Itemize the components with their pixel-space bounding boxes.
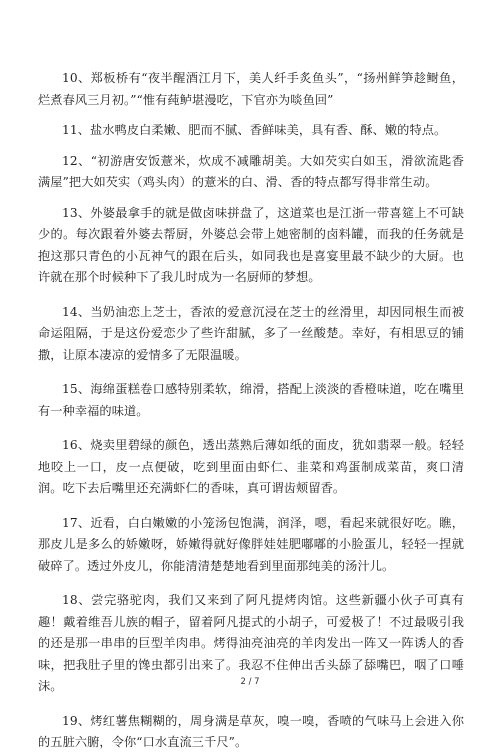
document-body [38, 68, 464, 754]
paragraph-15: 15、海绵蛋糕卷口感特别柔软，绵滑，搭配上淡淡的香橙味道，吃在嘴里有一种幸福的味道。 [38, 382, 464, 418]
paragraph-17: 17、近看，白白嫩嫩的小笼汤包饱满，润泽，嗯，看起来就很好吃。瞧，那皮儿是多么的娇嫩呀，娇嫩得就好像胖娃娃肥嘟嘟的小脸蛋儿，轻轻一捏就破碎了。透过外皮儿，你能清清楚楚地看到里面那纯美的汤汁儿。 [38, 515, 464, 573]
paragraph-10: 10、郑板桥有“夜半醒酒江月下，美人纤手炙鱼头”，“扬州鲜笋趁鲥鱼，烂煮春风三月初。”“惟有莼鲈堪漫吃，下官亦为啖鱼回” [38, 71, 464, 107]
paragraph-18: 18、尝完骆驼肉，我们又来到了阿凡提烤肉馆。这些新疆小伙子可真有趣！戴着维吾儿族的帽子，留着阿凡提式的小胡子，可爱极了！不过最吸引我的还是那一串串的巨型羊肉串。烤得油亮油亮的羊肉发出一阵又一阵诱人的香味，把我肚子里的馋虫都引出来了。我忍不住伸出舌头舔了舔嘴巴，咽了口唾沫。 [38, 593, 464, 693]
page-number: 2 / 7 [240, 677, 260, 687]
paragraph-13: 13、外婆最拿手的就是做卤味拼盘了，这道菜也是江浙一带喜筵上不可缺少的。每次跟着外婆去帮厨，外婆总会带上她密制的卤料罐，而我的任务就是抱这那只青色的小瓦神气的跟在后头，如同我也是喜宴里最不缺少的大厨。也许就在那个时候种下了我儿时成为一名厨师的梦想。 [38, 205, 464, 284]
paragraph-19: 19、烤红薯焦糊糊的，周身满是草灰，嗅一嗅，香喷的气味马上会进入你的五脏六腑，令你“口水直流三千尺”。 [38, 713, 464, 749]
paragraph-11: 11、盐水鸭皮白柔嫩、肥而不腻、香鲜味美，具有香、酥、嫩的特点。 [62, 123, 447, 137]
paragraph-16: 16、烧卖里碧绿的颜色，透出蒸熟后薄如纸的面皮，犹如翡翠一般。轻轻地咬上一口，皮一点便破，吃到里面由虾仁、韭菜和鸡蛋制成菜苗，爽口清润。吃下去后嘴里还充满虾仁的香味，真可谓齿颊留香。 [38, 438, 464, 495]
paragraph-14: 14、当奶油恋上芝士，香浓的爱意沉浸在芝士的丝滑里，却因同根生而被命运阻隔，于是这份爱恋少了些许甜腻，多了一丝酸楚。幸好，有相思豆的铺撒，让原本凄凉的爱情多了无限温暖。 [38, 304, 464, 362]
paragraph-12: 12、“初游唐安饭薏米，炊成不减雕胡美。大如芡实白如玉，滑欲流匙香满屋”把大如芡实（鸡头肉）的薏米的白、滑、香的特点都写得非常生动。 [38, 153, 464, 189]
